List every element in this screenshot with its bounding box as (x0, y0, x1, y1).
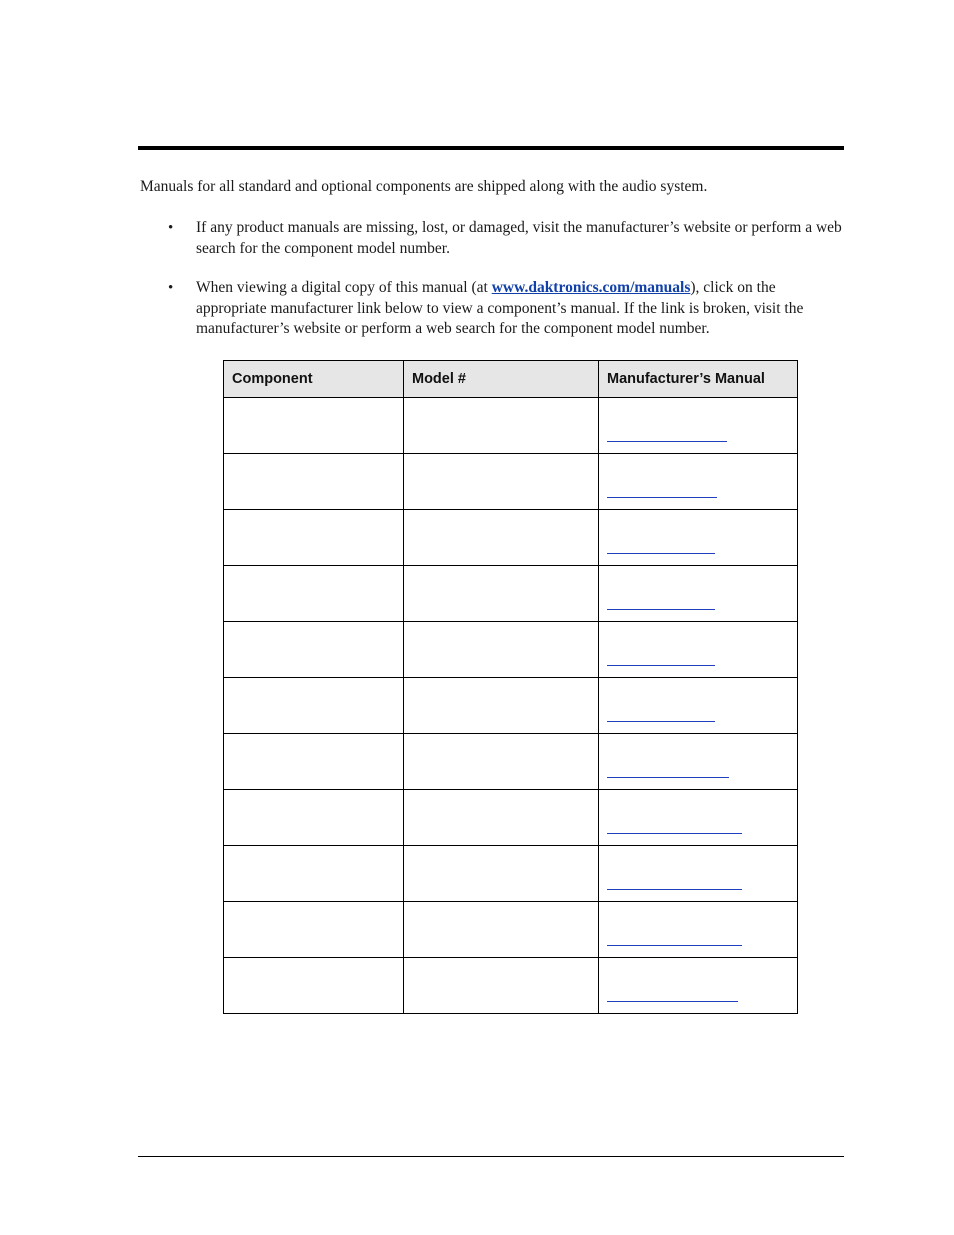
table-row (224, 566, 798, 622)
table-row (224, 510, 798, 566)
table-header-row (224, 361, 798, 398)
cell-model (404, 958, 599, 1014)
cell-manufacturer-manual (599, 566, 798, 622)
table-body (224, 398, 798, 1014)
cell-manufacturer-manual (599, 398, 798, 454)
bullet-dot-icon: • (168, 280, 174, 296)
cell-component (224, 734, 404, 790)
manufacturer-manual-link[interactable] (607, 497, 717, 498)
cell-component (224, 846, 404, 902)
table-row (224, 622, 798, 678)
bullet-text: If any product manuals are missing, lost, or damaged, visit the manufacturer’s website or perform a web search for the component model number. (196, 219, 842, 257)
cell-component (224, 790, 404, 846)
table-row (224, 902, 798, 958)
cell-model (404, 454, 599, 510)
header-manufacturer-manual: Manufacturer’s Manual (599, 361, 798, 398)
manufacturer-manual-link[interactable] (607, 833, 742, 834)
cell-model (404, 734, 599, 790)
manufacturer-manual-link[interactable] (607, 777, 729, 778)
table-row (224, 454, 798, 510)
manufacturer-manual-link[interactable] (607, 665, 715, 666)
table-row (224, 846, 798, 902)
cell-manufacturer-manual (599, 734, 798, 790)
cell-model (404, 846, 599, 902)
cell-model (404, 622, 599, 678)
manufacturer-manual-link[interactable] (607, 441, 727, 442)
manufacturer-manual-link[interactable] (607, 889, 742, 890)
header-rule (138, 146, 844, 150)
table-row (224, 790, 798, 846)
cell-component (224, 958, 404, 1014)
bullet-item-missing-manuals (160, 218, 850, 259)
cell-manufacturer-manual (599, 958, 798, 1014)
cell-model (404, 398, 599, 454)
intro-paragraph: Manuals for all standard and optional components are shipped along with the audio system. (140, 178, 708, 195)
cell-model (404, 790, 599, 846)
table-row (224, 958, 798, 1014)
manufacturer-manual-link[interactable] (607, 553, 715, 554)
bullet-text-after: ), click on the appropriate manufacturer link below to view a component’s manual. If the link is broken, visit the manufacturer’s website or perform a web search for the component model number. (196, 279, 804, 337)
cell-component (224, 398, 404, 454)
bullet-text-before: When viewing a digital copy of this manual (at (196, 279, 492, 296)
daktronics-manuals-link[interactable]: www.daktronics.com/manuals (491, 279, 691, 296)
instruction-list (160, 218, 850, 359)
cell-manufacturer-manual (599, 678, 798, 734)
cell-manufacturer-manual (599, 454, 798, 510)
cell-manufacturer-manual (599, 622, 798, 678)
cell-component (224, 566, 404, 622)
table-row (224, 734, 798, 790)
header-model: Model # (404, 361, 599, 398)
cell-manufacturer-manual (599, 846, 798, 902)
bullet-item-digital-copy (160, 278, 850, 340)
manuals-table (223, 360, 798, 1014)
cell-component (224, 622, 404, 678)
header-component: Component (224, 361, 404, 398)
cell-component (224, 902, 404, 958)
cell-model (404, 510, 599, 566)
component-manuals-table (223, 360, 772, 1014)
cell-manufacturer-manual (599, 790, 798, 846)
cell-component (224, 454, 404, 510)
cell-manufacturer-manual (599, 902, 798, 958)
cell-component (224, 510, 404, 566)
cell-manufacturer-manual (599, 510, 798, 566)
cell-model (404, 678, 599, 734)
footer-rule (138, 1156, 844, 1157)
manufacturer-manual-link[interactable] (607, 721, 715, 722)
table-row (224, 678, 798, 734)
manufacturer-manual-link[interactable] (607, 1001, 738, 1002)
cell-component (224, 678, 404, 734)
bullet-dot-icon: • (168, 220, 174, 236)
manufacturer-manual-link[interactable] (607, 609, 715, 610)
cell-model (404, 902, 599, 958)
manufacturer-manual-link[interactable] (607, 945, 742, 946)
cell-model (404, 566, 599, 622)
table-row (224, 398, 798, 454)
